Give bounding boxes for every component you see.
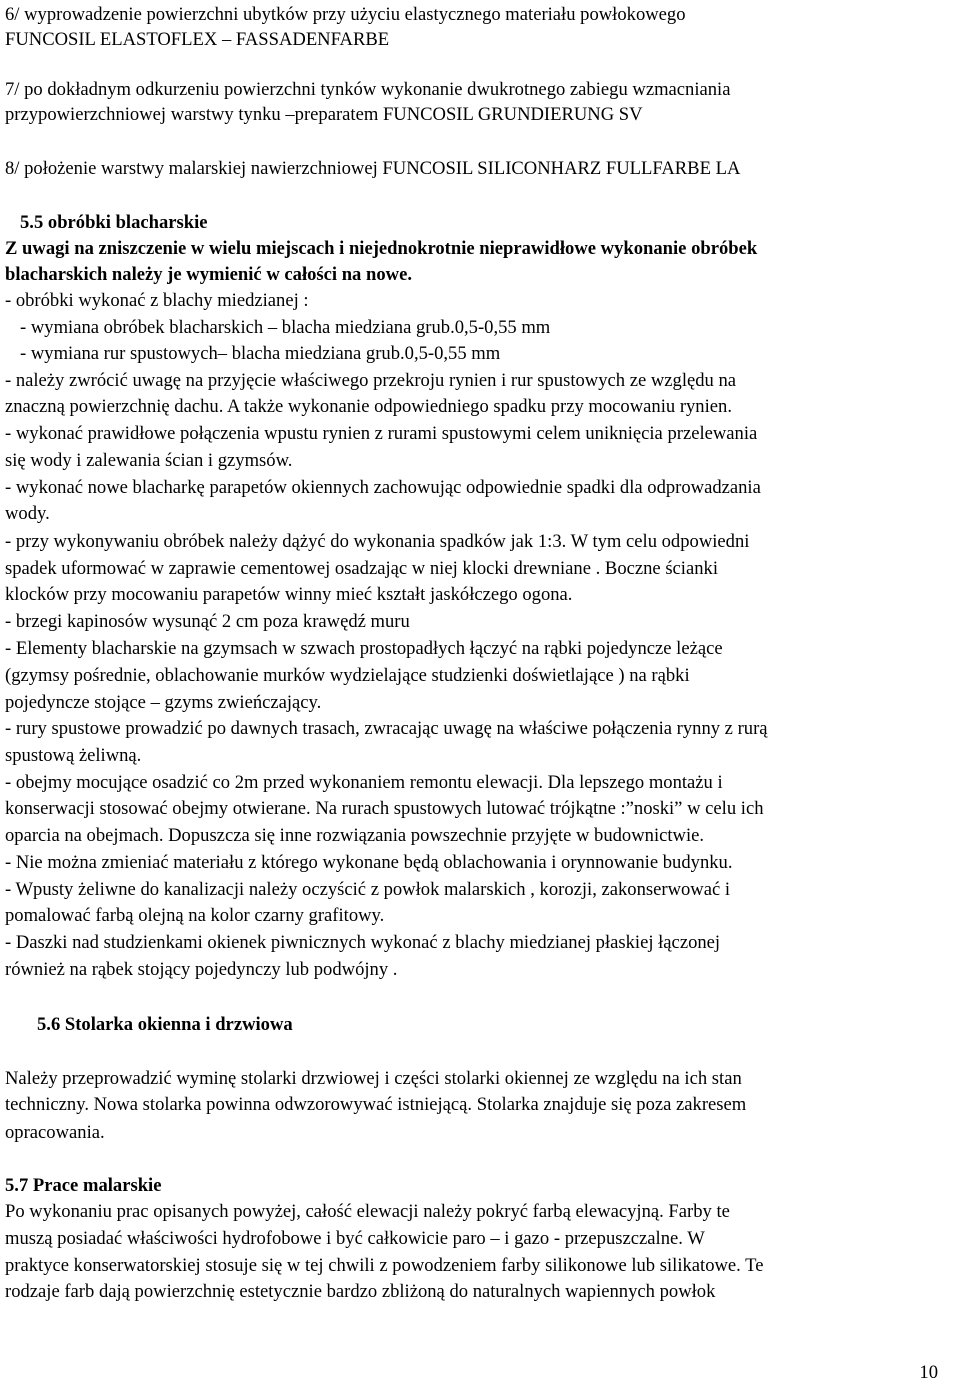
section-5-5-body-line: - obróbki wykonać z blachy miedzianej :	[5, 290, 309, 311]
section-5-5-body-line: - wymiana obróbek blacharskich – blacha miedziana grub.0,5-0,55 mm	[20, 317, 551, 338]
section-5-7-body-line: praktyce konserwatorskiej stosuje się w tej chwili z powodzeniem farby silikonowe lub silikatowe. Te	[5, 1255, 764, 1276]
section-5-5-body-line: - brzegi kapinosów wysunąć 2 cm poza krawędź muru	[5, 611, 410, 632]
section-5-5-warning-line: blacharskich należy je wymienić w całości na nowe.	[5, 264, 412, 285]
section-5-5-body-line: - należy zwrócić uwagę na przyjęcie właściwego przekroju rynien i rur spustowych ze względu na	[5, 370, 737, 391]
section-5-5-body-line: - rury spustowe prowadzić po dawnych trasach, zwracając uwagę na właściwe połączenia rynny z rurą	[5, 718, 768, 739]
intro-item-6-line-1: 6/ wyprowadzenie powierzchni ubytków przy użyciu elastycznego materiału powłokowego	[5, 4, 686, 25]
section-5-7-body-line: rodzaje farb dają powierzchnię estetycznie bardzo zbliżoną do naturalnych wapiennych powłok	[5, 1281, 716, 1302]
section-5-5-body-line: - przy wykonywaniu obróbek należy dążyć do wykonania spadków jak 1:3. W tym celu odpowiedni	[5, 531, 750, 552]
section-5-5-body-line: - Daszki nad studzienkami okienek piwnicznych wykonać z blachy miedzianej płaskiej łączonej	[5, 932, 721, 953]
section-5-7-body-line: muszą posiadać właściwości hydrofobowe i być całkowicie paro – i gazo - przepuszczalne. W	[5, 1228, 705, 1249]
section-5-5-body-line: pomalować farbą olejną na kolor czarny grafitowy.	[5, 905, 385, 926]
section-5-5-body-line: - obejmy mocujące osadzić co 2m przed wykonaniem remontu elewacji. Dla lepszego montażu i	[5, 772, 723, 793]
section-5-5-body-line: - Wpusty żeliwne do kanalizacji należy oczyścić z powłok malarskich , korozji, zakonserwować i	[5, 879, 731, 900]
section-5-5-body-line: oparcia na obejmach. Dopuszcza się inne rozwiązania powszechnie przyjęte w budownictwie.	[5, 825, 705, 846]
section-5-7-heading: 5.7 Prace malarskie	[5, 1175, 162, 1196]
section-5-5-body-line: spustową żeliwną.	[5, 745, 142, 766]
intro-item-6-line-2: FUNCOSIL ELASTOFLEX – FASSADENFARBE	[5, 29, 390, 50]
section-5-5-warning-line: Z uwagi na zniszczenie w wielu miejscach i niejednokrotnie nieprawidłowe wykonanie obróbek	[5, 238, 758, 259]
section-5-5-body-line: - wykonać nowe blacharkę parapetów okiennych zachowując odpowiednie spadki dla odprowadzania	[5, 477, 761, 498]
section-5-6-body-line: opracowania.	[5, 1122, 105, 1143]
section-5-6-body-line: Należy przeprowadzić wyminę stolarki drzwiowej i części stolarki okiennej ze względu na ich stan	[5, 1068, 742, 1089]
section-5-5-body-line: znaczną powierzchnię dachu. A także wykonanie odpowiedniego spadku przy mocowaniu rynien.	[5, 396, 732, 417]
section-5-5-body-line: - Nie można zmieniać materiału z którego wykonane będą oblachowania i orynnowanie budynku.	[5, 852, 733, 873]
section-5-5-body-line: klocków przy mocowaniu parapetów winny mieć kształt jaskółczego ogona.	[5, 584, 573, 605]
intro-item-8: 8/ położenie warstwy malarskiej nawierzchniowej FUNCOSIL SILICONHARZ FULLFARBE LA	[5, 158, 741, 179]
section-5-5-body-line: się wody i zalewania ścian i gzymsów.	[5, 450, 293, 471]
section-5-6-heading: 5.6 Stolarka okienna i drzwiowa	[37, 1014, 293, 1035]
section-5-5-body-line: pojedyncze stojące – gzyms zwieńczający.	[5, 692, 322, 713]
page-number: 10	[919, 1362, 938, 1383]
section-5-5-body-line: (gzymsy pośrednie, oblachowanie murków wydzielające studzienki doświetlające ) na rąbki	[5, 665, 690, 686]
section-5-5-body-line: wody.	[5, 503, 50, 524]
section-5-5-body-line: - wykonać prawidłowe połączenia wpustu rynien z rurami spustowymi celem uniknięcia przelewania	[5, 423, 758, 444]
section-5-5-body-line: - Elementy blacharskie na gzymsach w szwach prostopadłych łączyć na rąbki pojedyncze leżące	[5, 638, 723, 659]
section-5-5-body-line: również na rąbek stojący pojedynczy lub podwójny .	[5, 959, 398, 980]
section-5-6-body-line: techniczny. Nowa stolarka powinna odwzorowywać istniejącą. Stolarka znajduje się poza zakresem	[5, 1094, 747, 1115]
section-5-5-body-line: konserwacji stosować obejmy otwierane. Na rurach spustowych lutować trójkątne :”noski” w celu ich	[5, 798, 764, 819]
section-5-5-body-line: - wymiana rur spustowych– blacha miedziana grub.0,5-0,55 mm	[20, 343, 501, 364]
section-5-7-body-line: Po wykonaniu prac opisanych powyżej, całość elewacji należy pokryć farbą elewacyjną. Farby te	[5, 1201, 730, 1222]
section-5-5-body-line: spadek uformować w zaprawie cementowej osadzając w niej klocki drewniane . Boczne ścianki	[5, 558, 718, 579]
intro-item-7-line-2: przypowierzchniowej warstwy tynku –preparatem FUNCOSIL GRUNDIERUNG SV	[5, 104, 643, 125]
intro-item-7-line-1: 7/ po dokładnym odkurzeniu powierzchni tynków wykonanie dwukrotnego zabiegu wzmacniania	[5, 79, 731, 100]
section-5-5-heading: 5.5 obróbki blacharskie	[20, 212, 208, 233]
